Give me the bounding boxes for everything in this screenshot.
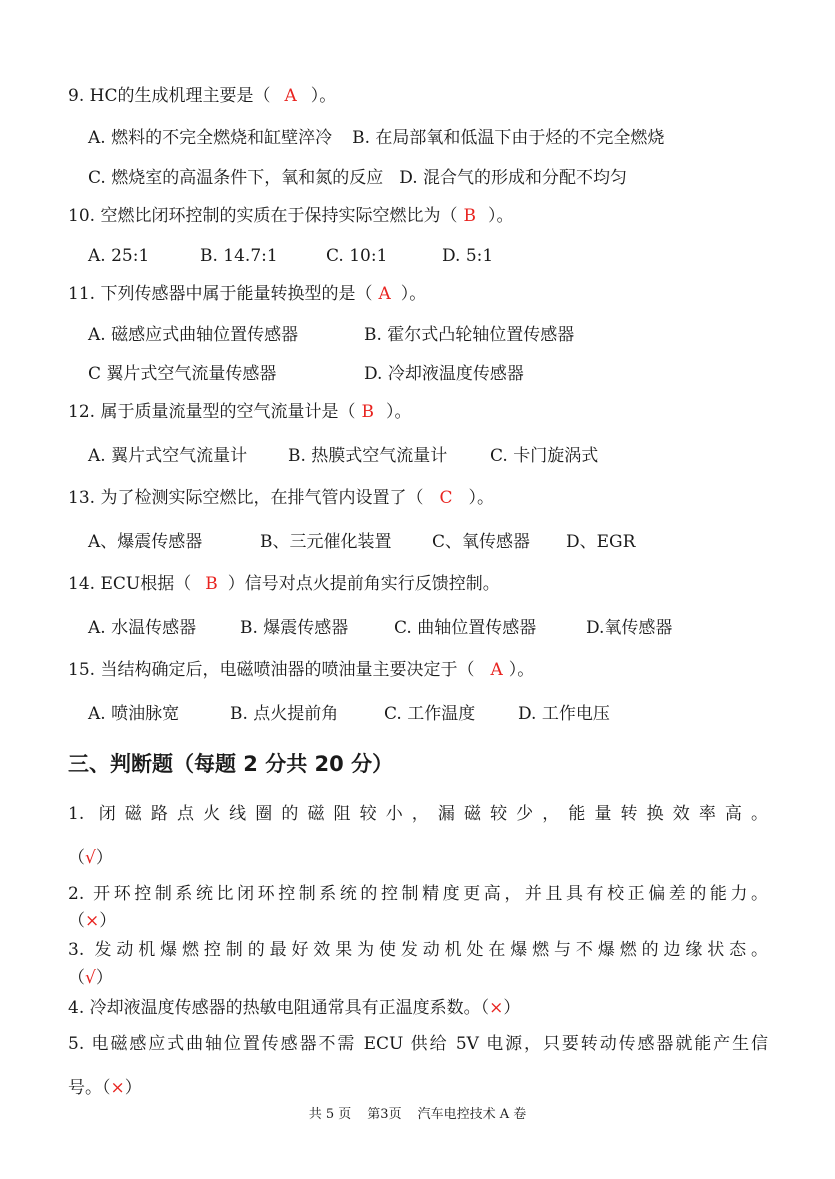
judgement-item-1-answer: （√） xyxy=(68,848,113,868)
question-15-options: A. 喷油脉宽 B. 点火提前角 C. 工作温度 D. 工作电压 xyxy=(88,704,610,724)
question-10: 10. 空燃比闭环控制的实质在于保持实际空燃比为（ B ）。 xyxy=(68,206,514,226)
section-heading: 三、判断题（每题 2 分共 20 分） xyxy=(68,752,394,776)
question-9: 9. HC的生成机理主要是（ A ）。 xyxy=(68,86,337,106)
question-15: 15. 当结构确定后，电磁喷油器的喷油量主要决定于（ A ）。 xyxy=(68,660,535,680)
footer-page-number: 第3页 xyxy=(367,1107,402,1122)
answer-mark: B xyxy=(361,402,374,422)
question-14: 14. ECU根据（ B ）信号对点火提前角实行反馈控制。 xyxy=(68,574,500,594)
question-12-options: A. 翼片式空气流量计 B. 热膜式空气流量计 C. 卡门旋涡式 xyxy=(88,446,599,466)
judgement-item-2: 2. 开环控制系统比闭环控制系统的控制精度更高，并且具有校正偏差的能力。 xyxy=(68,884,768,904)
question-9-options-row-2: C. 燃烧室的高温条件下，氧和氮的反应 D. 混合气的形成和分配不均匀 xyxy=(88,168,628,188)
question-14-options: A. 水温传感器 B. 爆震传感器 C. 曲轴位置传感器 D.氧传感器 xyxy=(88,618,673,638)
page-footer xyxy=(0,1107,835,1123)
answer-mark: √ xyxy=(85,848,96,868)
question-12: 12. 属于质量流量型的空气流量计是（ B ）。 xyxy=(68,402,412,422)
question-11: 11. 下列传感器中属于能量转换型的是（ A ）。 xyxy=(68,284,427,304)
footer-total-pages: 共 5 页 xyxy=(308,1107,352,1122)
footer-exam-title: 汽车电控技术 A 卷 xyxy=(417,1107,527,1122)
judgement-item-5-continuation: 号。（×） xyxy=(68,1078,142,1098)
judgement-item-2-answer: （×） xyxy=(68,911,117,931)
answer-mark: A xyxy=(284,86,297,106)
judgement-item-5: 5. 电磁感应式曲轴位置传感器不需 ECU 供给 5V 电源，只要转动传感器就能产生信 xyxy=(68,1034,768,1054)
answer-mark: B xyxy=(205,574,218,594)
answer-mark: B xyxy=(463,206,476,226)
answer-mark: A xyxy=(490,660,503,680)
answer-mark: × xyxy=(85,911,100,931)
question-11-options-row-1: A. 磁感应式曲轴位置传感器 B. 霍尔式凸轮轴位置传感器 xyxy=(88,325,575,345)
answer-mark: √ xyxy=(85,968,96,988)
judgement-item-4: 4. 冷却液温度传感器的热敏电阻通常具有正温度系数。（×） xyxy=(68,998,521,1018)
answer-mark: × xyxy=(110,1078,125,1098)
answer-mark: × xyxy=(489,998,504,1018)
answer-mark: C xyxy=(439,488,453,508)
judgement-item-3-answer: （√） xyxy=(68,968,113,988)
question-13: 13. 为了检测实际空燃比，在排气管内设置了（ C ）。 xyxy=(68,488,494,508)
judgement-item-3: 3. 发动机爆燃控制的最好效果为使发动机处在爆燃与不爆燃的边缘状态。 xyxy=(68,940,768,960)
question-11-options-row-2: C 翼片式空气流量传感器 D. 冷却液温度传感器 xyxy=(88,364,524,384)
judgement-item-1: 1. 闭磁路点火线圈的磁阻较小，漏磁较少，能量转换效率高。 xyxy=(68,804,768,824)
question-9-options-row-1: A. 燃料的不完全燃烧和缸壁淬冷 B. 在局部氧和低温下由于烃的不完全燃烧 xyxy=(88,128,665,148)
question-10-options: A. 25:1 B. 14.7:1 C. 10:1 D. 5:1 xyxy=(88,246,494,266)
question-13-options: A、爆震传感器 B、三元催化装置 C、氧传感器 D、EGR xyxy=(88,532,636,552)
answer-mark: A xyxy=(378,284,391,304)
